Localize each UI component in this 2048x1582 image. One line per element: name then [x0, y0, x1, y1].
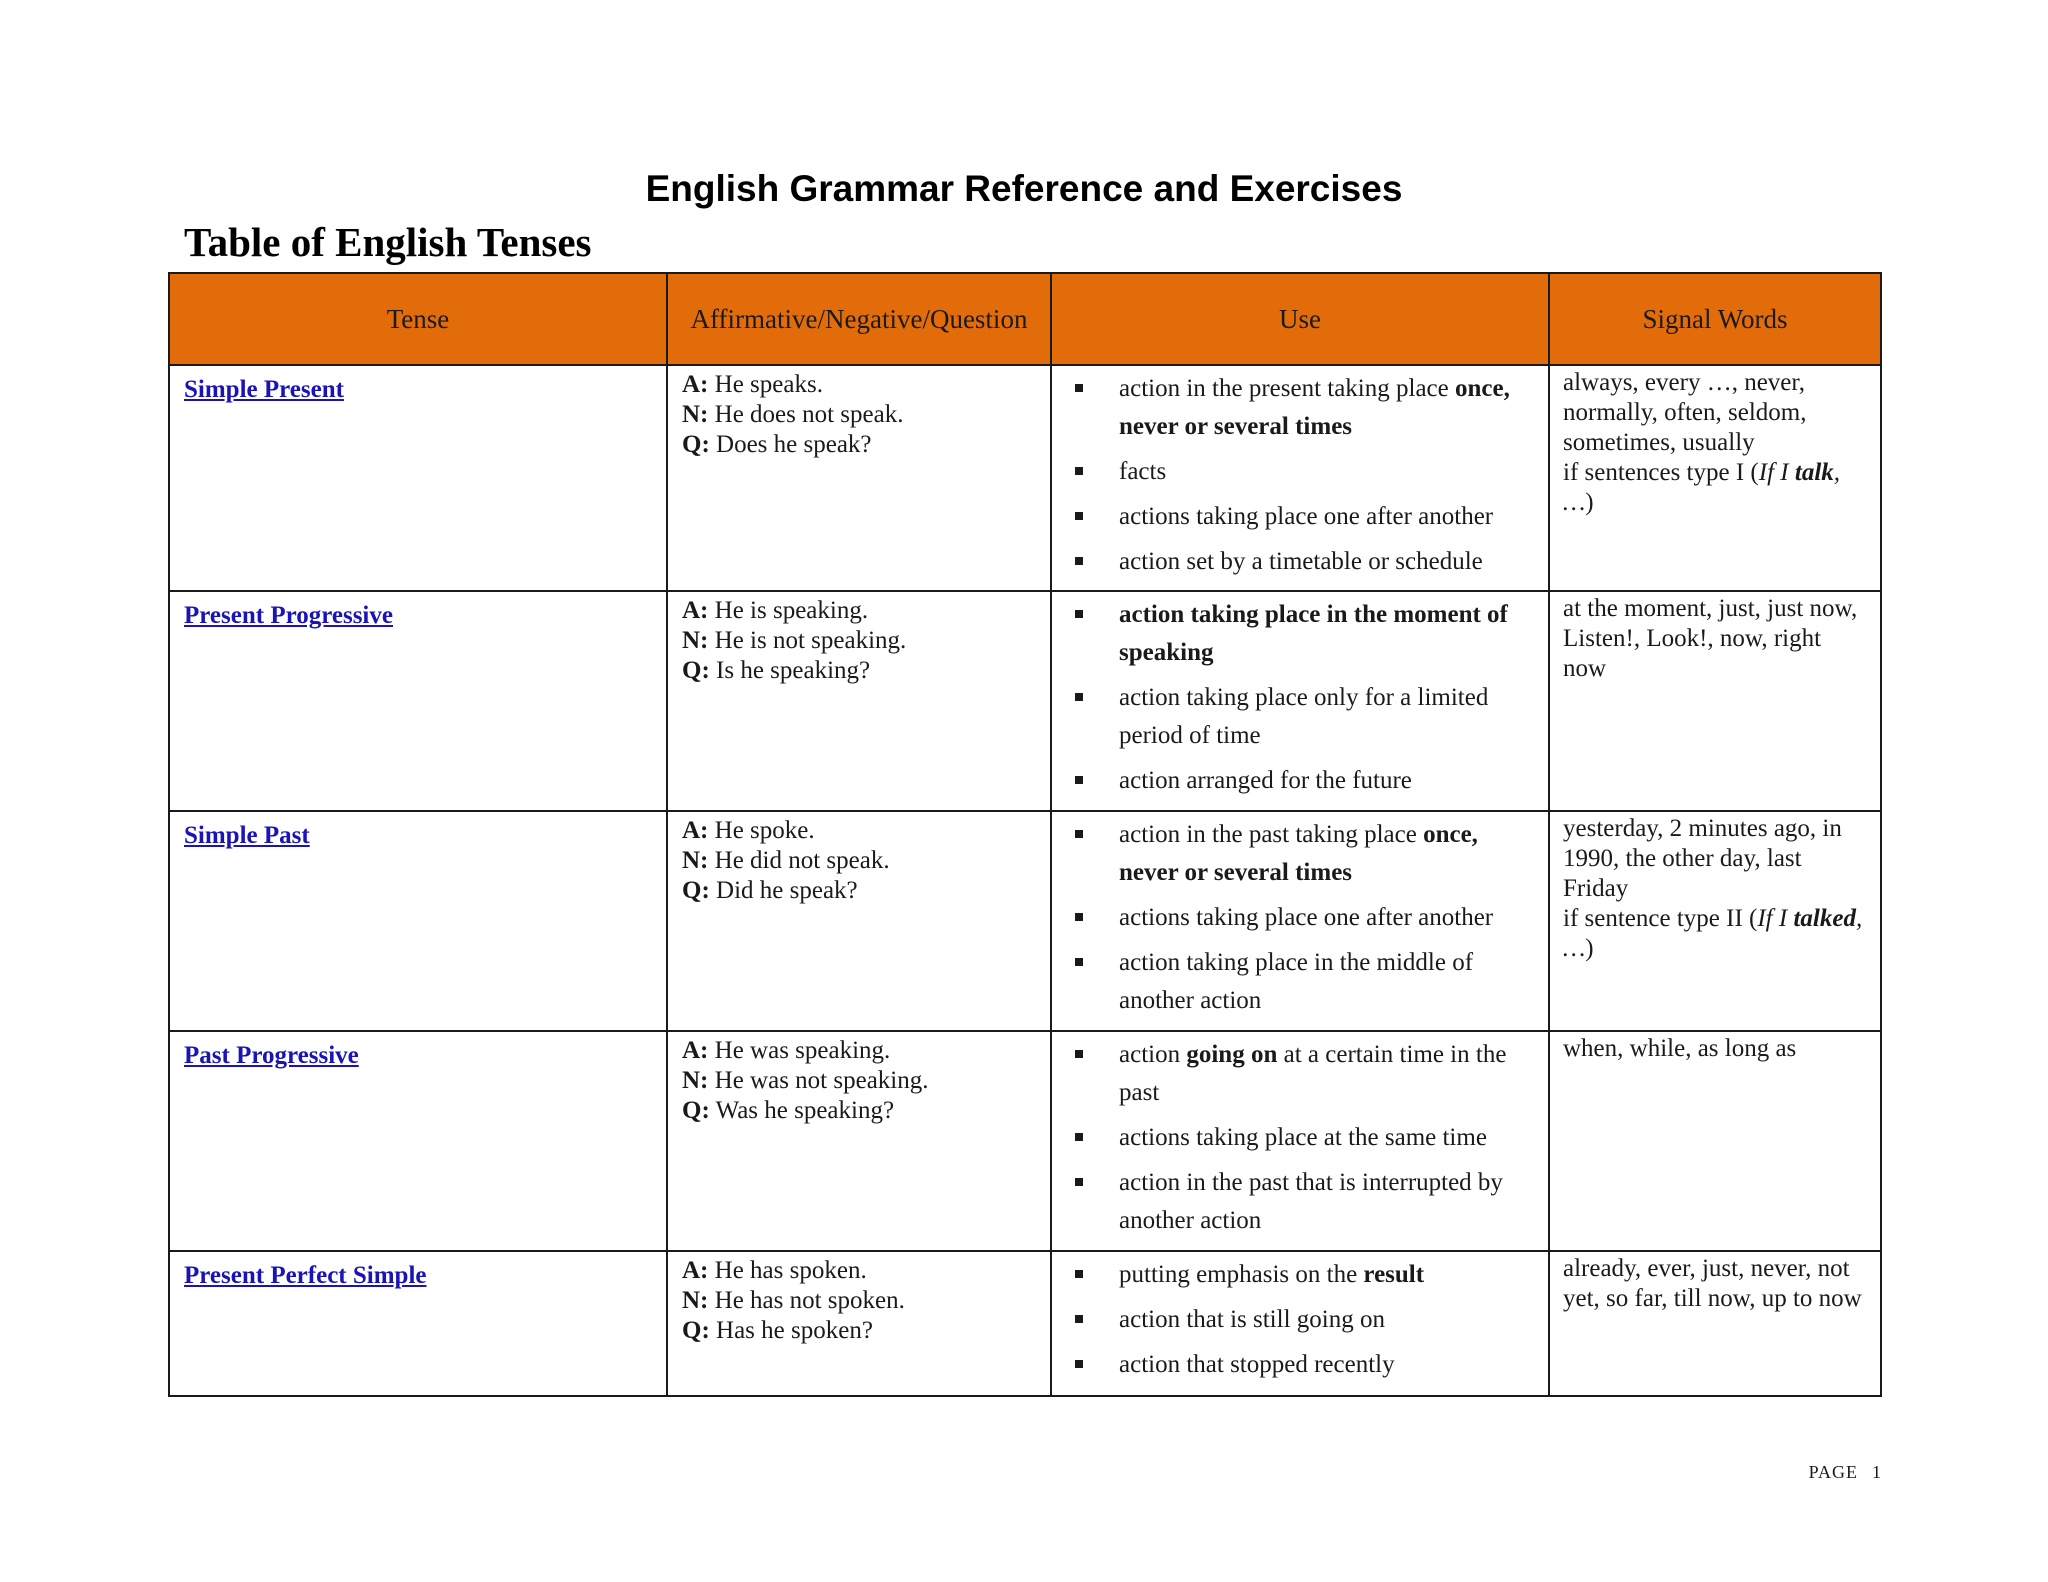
use-text: actions taking place at the same time — [1119, 1124, 1487, 1151]
tense-link[interactable]: Simple Past — [184, 822, 310, 849]
form-sentence: Did he speak? — [716, 877, 858, 904]
signal-words-cell — [1549, 365, 1881, 591]
use-item — [1052, 1346, 1538, 1384]
form-sentence: Is he speaking? — [716, 657, 871, 684]
form-line — [682, 430, 1040, 460]
form-line — [682, 370, 1040, 400]
conditional-verb: talk — [1794, 459, 1834, 486]
use-text: facts — [1119, 458, 1167, 485]
use-text: action set by a timetable or schedule — [1119, 548, 1483, 575]
form-line — [682, 1096, 1040, 1126]
use-item — [1052, 596, 1538, 672]
use-text: action that is still going on — [1119, 1306, 1385, 1333]
use-item — [1052, 1036, 1538, 1112]
use-item — [1052, 370, 1538, 446]
form-label: A: — [682, 371, 709, 398]
form-sentence: He speaks. — [714, 371, 823, 398]
form-line — [682, 1286, 1040, 1316]
table-header-row — [169, 273, 1881, 365]
use-emphasis: once, never or several times — [1119, 821, 1478, 886]
form-label: A: — [682, 597, 709, 624]
form-line — [682, 1316, 1040, 1346]
form-line — [682, 816, 1040, 846]
use-cell — [1051, 811, 1549, 1031]
form-sentence: He did not speak. — [714, 847, 890, 874]
form-label: Q: — [682, 1097, 710, 1124]
use-item — [1052, 679, 1538, 755]
use-text: action taking place in the middle of another action — [1119, 949, 1474, 1014]
use-text: action arranged for the future — [1119, 767, 1412, 794]
signal-conditional — [1563, 904, 1870, 964]
form-line — [682, 626, 1040, 656]
signal-words-cell — [1549, 1031, 1881, 1251]
page-footer — [1795, 1462, 1882, 1483]
forms-cell — [667, 591, 1051, 811]
form-sentence: Has he spoken? — [716, 1317, 873, 1344]
form-sentence: He was not speaking. — [714, 1067, 929, 1094]
conditional-ellipsis: , … — [1563, 459, 1841, 516]
form-label: N: — [682, 1067, 709, 1094]
use-text: action taking place only for a limited period of time — [1119, 684, 1489, 749]
form-line — [682, 596, 1040, 626]
signal-words-text: yesterday, 2 minutes ago, in 1990, the other day, last Friday — [1563, 815, 1842, 902]
use-item — [1052, 498, 1538, 536]
use-list — [1052, 816, 1538, 1020]
conditional-italic: If I — [1758, 459, 1795, 486]
signal-words-text: at the moment, just, just now, Listen!, Look!, now, right now — [1563, 595, 1858, 682]
tense-cell — [169, 811, 667, 1031]
form-label: N: — [682, 1287, 709, 1314]
use-cell — [1051, 1031, 1549, 1251]
use-text: actions taking place one after another — [1119, 904, 1494, 931]
form-sentence: He has spoken. — [714, 1257, 867, 1284]
forms-cell — [667, 811, 1051, 1031]
form-sentence: He has not spoken. — [714, 1287, 905, 1314]
tense-cell — [169, 1031, 667, 1251]
footer-page-number: 1 — [1872, 1462, 1882, 1482]
form-label: A: — [682, 817, 709, 844]
use-emphasis: result — [1363, 1261, 1425, 1288]
use-cell — [1051, 591, 1549, 811]
signal-words-cell — [1549, 591, 1881, 811]
use-text: action that stopped recently — [1119, 1351, 1395, 1378]
use-item — [1052, 1256, 1538, 1294]
use-text: action in the past taking place — [1119, 821, 1424, 848]
tense-link[interactable]: Present Progressive — [184, 602, 393, 629]
form-line — [682, 846, 1040, 876]
use-text: action in the past that is interrupted by another action — [1119, 1169, 1503, 1234]
form-label: Q: — [682, 657, 710, 684]
tenses-table — [168, 272, 1882, 1397]
form-line — [682, 876, 1040, 906]
signal-words-text: when, while, as long as — [1563, 1035, 1797, 1062]
use-list — [1052, 370, 1538, 581]
conditional-prefix: if sentence type II ( — [1563, 905, 1758, 932]
conditional-verb: talked — [1793, 905, 1856, 932]
column-header-signal-words: Signal Words — [1549, 273, 1881, 365]
form-label: Q: — [682, 431, 710, 458]
form-sentence: He does not speak. — [714, 401, 904, 428]
document-header: English Grammar Reference and Exercises — [645, 168, 1403, 209]
use-list — [1052, 596, 1538, 800]
form-sentence: He is not speaking. — [714, 627, 907, 654]
use-item — [1052, 543, 1538, 581]
form-sentence: Was he speaking? — [715, 1097, 895, 1124]
use-item — [1052, 1164, 1538, 1240]
use-text: action in the present taking place — [1119, 375, 1455, 402]
tense-cell — [169, 1251, 667, 1396]
signal-words-cell — [1549, 1251, 1881, 1396]
forms-cell — [667, 1031, 1051, 1251]
form-label: Q: — [682, 877, 710, 904]
use-text-tail: at a certain time in the past — [1119, 1041, 1507, 1106]
use-emphasis: once, never or several times — [1119, 375, 1510, 440]
form-label: N: — [682, 627, 709, 654]
form-sentence: He is speaking. — [714, 597, 869, 624]
use-text: putting emphasis on the — [1119, 1261, 1364, 1288]
signal-words-text: always, every …, never, normally, often, seldom, sometimes, usually — [1563, 369, 1807, 456]
column-header-forms: Affirmative/Negative/Question — [667, 273, 1051, 365]
conditional-italic: If I — [1757, 905, 1794, 932]
use-item — [1052, 816, 1538, 892]
table-body — [169, 365, 1881, 1396]
form-line — [682, 400, 1040, 430]
form-sentence: He was speaking. — [714, 1037, 891, 1064]
use-emphasis: action taking place in the moment of speaking — [1119, 601, 1508, 666]
signal-words-cell — [1549, 811, 1881, 1031]
form-label: A: — [682, 1257, 709, 1284]
table-row — [169, 811, 1881, 1031]
signal-conditional — [1563, 458, 1870, 518]
conditional-suffix: ) — [1585, 935, 1594, 962]
tense-link[interactable]: Past Progressive — [184, 1042, 359, 1069]
table-row — [169, 365, 1881, 591]
use-text: actions taking place one after another — [1119, 503, 1494, 530]
forms-cell — [667, 1251, 1051, 1396]
form-label: N: — [682, 401, 709, 428]
signal-words-text: already, ever, just, never, not yet, so far, till now, up to now — [1563, 1255, 1862, 1312]
table-row — [169, 1251, 1881, 1396]
form-label: Q: — [682, 1317, 710, 1344]
conditional-ellipsis: , … — [1563, 905, 1863, 962]
use-cell — [1051, 365, 1549, 591]
page-title: Table of English Tenses — [184, 219, 592, 265]
use-item — [1052, 1301, 1538, 1339]
use-item — [1052, 899, 1538, 937]
form-sentence: He spoke. — [714, 817, 815, 844]
form-line — [682, 656, 1040, 686]
use-item — [1052, 762, 1538, 800]
use-item — [1052, 453, 1538, 491]
use-emphasis: going on — [1186, 1041, 1278, 1068]
footer-page-label: PAGE — [1808, 1462, 1858, 1482]
conditional-suffix: ) — [1585, 489, 1594, 516]
forms-cell — [667, 365, 1051, 591]
form-line — [682, 1036, 1040, 1066]
form-label: A: — [682, 1037, 709, 1064]
tense-link[interactable]: Simple Present — [184, 376, 344, 403]
tense-cell — [169, 365, 667, 591]
use-text: action — [1119, 1041, 1187, 1068]
use-list — [1052, 1256, 1538, 1384]
form-sentence: Does he speak? — [716, 431, 872, 458]
use-cell — [1051, 1251, 1549, 1396]
use-list — [1052, 1036, 1538, 1240]
column-header-use: Use — [1051, 273, 1549, 365]
table-row — [169, 591, 1881, 811]
conditional-prefix: if sentences type I ( — [1563, 459, 1759, 486]
form-label: N: — [682, 847, 709, 874]
use-item — [1052, 1119, 1538, 1157]
form-line — [682, 1256, 1040, 1286]
tense-cell — [169, 591, 667, 811]
use-item — [1052, 944, 1538, 1020]
column-header-tense: Tense — [169, 273, 667, 365]
form-line — [682, 1066, 1040, 1096]
table-row — [169, 1031, 1881, 1251]
tense-link[interactable]: Present Perfect Simple — [184, 1262, 427, 1289]
